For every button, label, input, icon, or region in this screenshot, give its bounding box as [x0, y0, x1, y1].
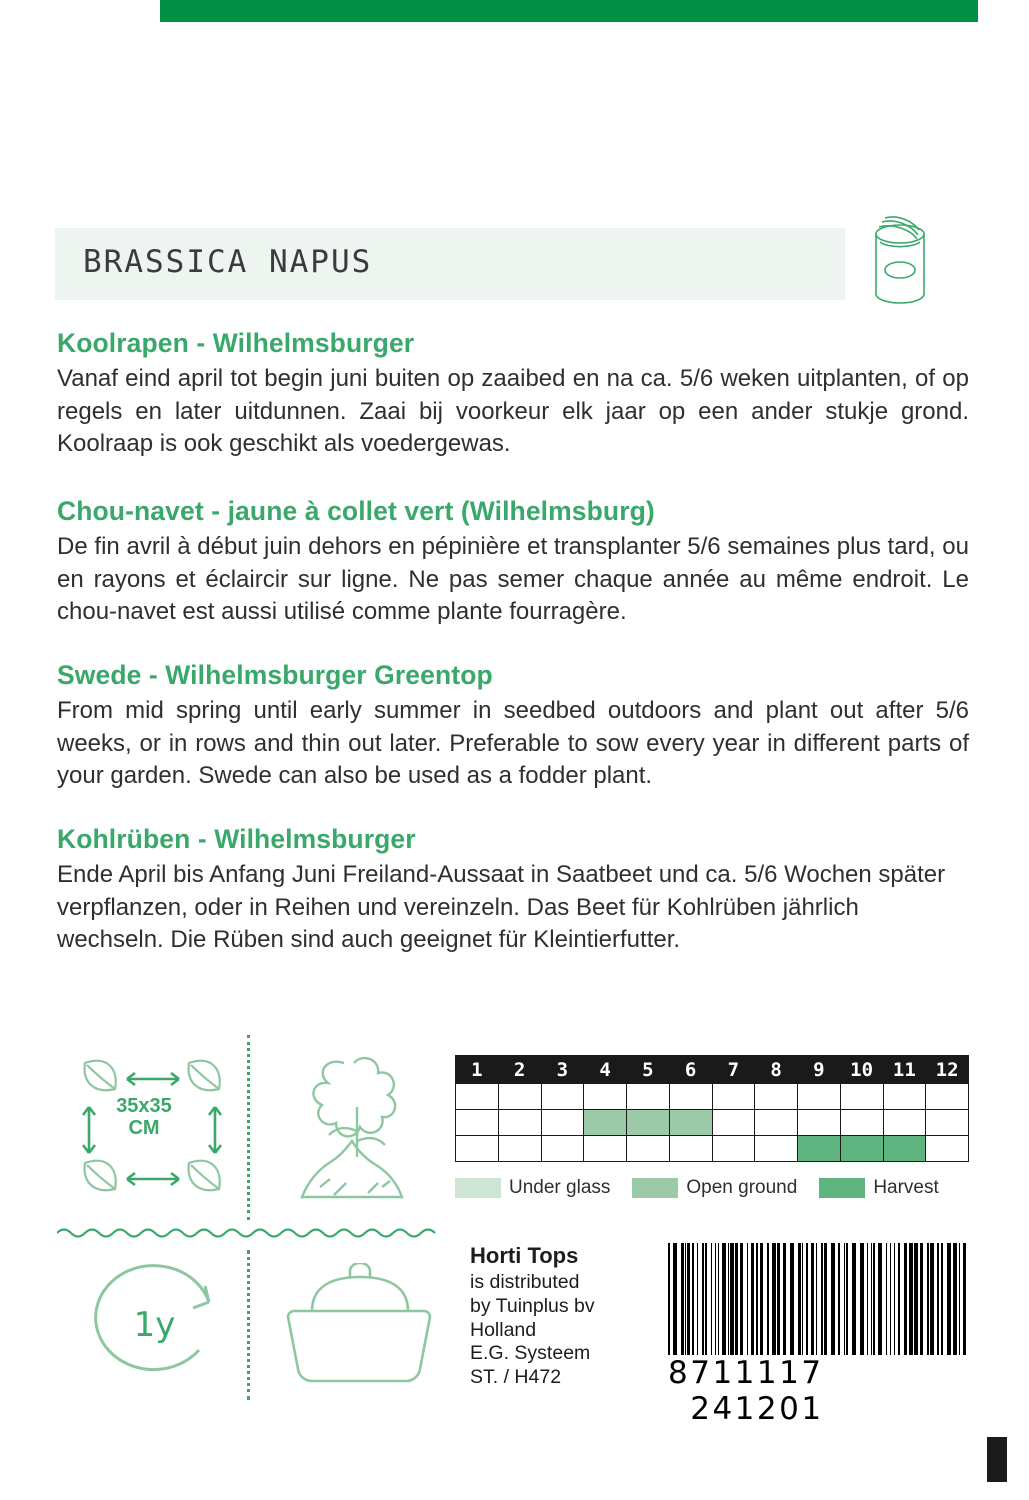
month-header: 2 [498, 1056, 541, 1084]
pictogram-panel [57, 1035, 437, 1365]
calendar-row-open [456, 1110, 969, 1136]
description-block-nl [57, 328, 969, 461]
divider-vertical-top [247, 1035, 250, 1220]
brand-line-3: Holland [470, 1318, 537, 1341]
barcode-bars [668, 1243, 968, 1355]
brand-line-4: E.G. Systeem [470, 1342, 591, 1365]
legend-label-harvest: Harvest [873, 1177, 939, 1198]
page-title: BRASSICA NAPUS [83, 244, 373, 280]
month-header: 10 [840, 1056, 883, 1084]
legend-swatch-under-glass [455, 1178, 501, 1198]
month-header: 9 [798, 1056, 841, 1084]
spacing-unit: CM [128, 1117, 160, 1139]
month-header: 11 [883, 1056, 926, 1084]
sowing-calendar [455, 1055, 969, 1162]
block-text-fr: De fin avril à début juin dehors en pépinière et transplanter 5/6 semaines plus tard, ou en rayons et éclaircir sur ligne. Ne pas semer chaque année au même endroit. Le chou-navet est aussi utilisé comme plante fourragère. [57, 533, 969, 626]
month-header: 3 [541, 1056, 584, 1084]
legend-item-open-ground [632, 1177, 797, 1199]
calendar-row-glass [456, 1084, 969, 1110]
block-title-de: Kohlrüben - Wilhelmsburger [57, 824, 416, 854]
calendar-legend [455, 1177, 975, 1199]
legend-swatch-open-ground [632, 1178, 678, 1198]
calendar-header-row [456, 1056, 969, 1084]
barcode-digit-first: 8 [668, 1355, 691, 1391]
month-header: 4 [584, 1056, 627, 1084]
calendar-cell-open [627, 1110, 670, 1136]
description-block-de [57, 824, 969, 957]
calendar-cell-harvest [798, 1136, 841, 1162]
block-text-en: From mid spring until early summer in seedbed outdoors and plant out after 5/6 weeks, or in rows and thin out later. Preferable to sow every year in different parts of your garden. Swede can also be used as a fodder plant. [57, 697, 969, 790]
brand-name: Horti Tops [470, 1243, 579, 1268]
barcode [668, 1243, 968, 1427]
block-title-en: Swede - Wilhelmsburger Greentop [57, 660, 493, 690]
month-header: 7 [712, 1056, 755, 1084]
barcode-digits [668, 1355, 968, 1427]
print-corner-mark [987, 1437, 1007, 1482]
calendar-cell-open [669, 1110, 712, 1136]
brand-line-1: is distributed [470, 1271, 580, 1293]
month-header: 5 [627, 1056, 670, 1084]
legend-swatch-harvest [819, 1178, 865, 1198]
calendar-table [455, 1055, 969, 1162]
brand-line-2: by Tuinplus bv [470, 1294, 595, 1317]
shelf-life-label: 1y [133, 1305, 176, 1345]
seed-tin-icon [855, 212, 945, 312]
divider-wavy [57, 1225, 437, 1241]
top-accent-bar [160, 0, 978, 22]
block-title-fr: Chou-navet - jaune à collet vert (Wilhelmsburg) [57, 496, 655, 526]
species-title-band [55, 228, 845, 300]
calendar-cell-harvest [883, 1136, 926, 1162]
divider-vertical-bottom [247, 1250, 250, 1400]
block-text-nl: Vanaf eind april tot begin juni buiten op zaaibed en na ca. 5/6 weken uitplanten, of op regels en later uitdunnen. Zaai bij voorkeur elk jaar op een ander stukje grond. Koolraap is ook geschikt als voedergewas. [57, 365, 969, 458]
month-header: 1 [456, 1056, 499, 1084]
block-title-nl: Koolrapen - Wilhelmsburger [57, 328, 415, 358]
block-text-de: Ende April bis Anfang Juni Freiland-Aussaat in Saatbeet und ca. 5/6 Wochen später verpflanzen, oder in Reihen und vereinzeln. Das Beet für Kohlrüben jährlich wechseln. Die Rüben sind auch geeignet für Kleintierfutter. [57, 861, 946, 954]
brand-info [470, 1243, 645, 1390]
description-block-en [57, 660, 969, 793]
month-header: 12 [926, 1056, 969, 1084]
cooking-pot-icon [272, 1263, 447, 1388]
month-header: 6 [669, 1056, 712, 1084]
plant-spacing-label [109, 1095, 179, 1139]
barcode-digit-group: 711117 241201 [690, 1355, 824, 1427]
description-block-fr [57, 496, 969, 629]
spacing-value: 35x35 [116, 1095, 172, 1117]
month-header: 8 [755, 1056, 798, 1084]
calendar-cell-harvest [840, 1136, 883, 1162]
legend-label-under-glass: Under glass [509, 1177, 611, 1198]
legend-label-open-ground: Open ground [686, 1177, 798, 1198]
legend-item-under-glass [455, 1177, 610, 1199]
legend-item-harvest [819, 1177, 938, 1199]
calendar-row-harvest [456, 1136, 969, 1162]
brand-line-5: ST. / H472 [470, 1366, 562, 1389]
calendar-cell-open [584, 1110, 627, 1136]
sow-outdoors-icon [272, 1045, 442, 1215]
